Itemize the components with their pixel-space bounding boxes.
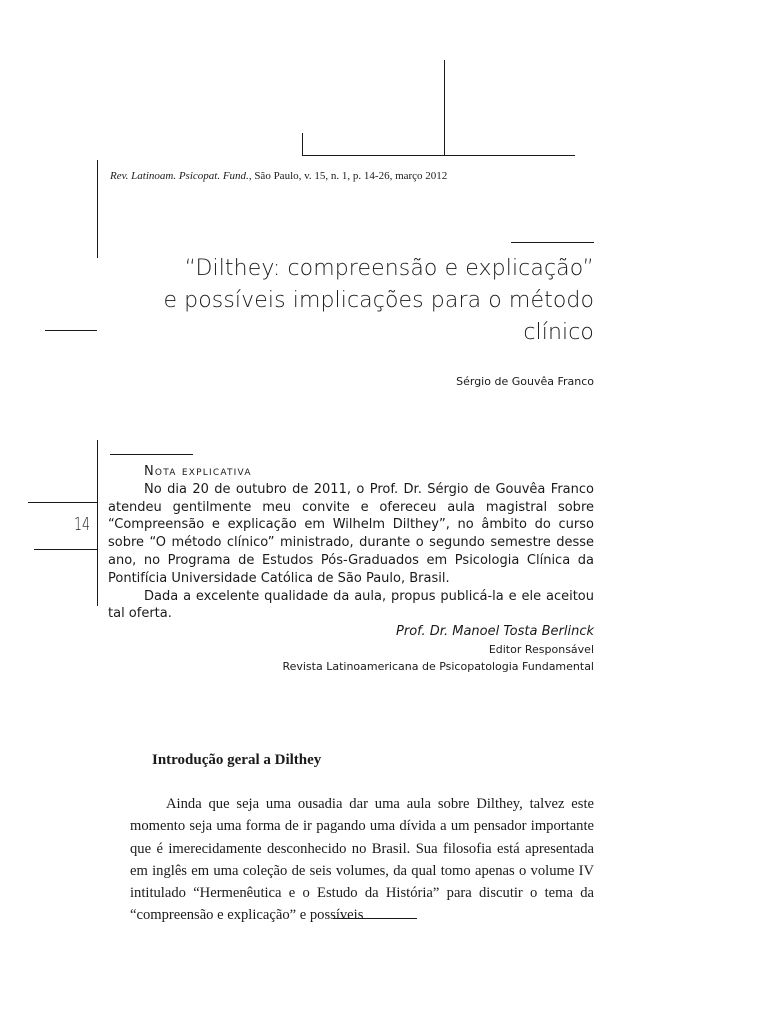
- article-author: Sérgio de Gouvêa Franco: [456, 375, 594, 388]
- note-signature-organization: Revista Latinoamericana de Psicopatologia Fundamental: [282, 659, 594, 673]
- top-left-tick: [302, 133, 303, 156]
- note-paragraph-1: No dia 20 de outubro de 2011, o Prof. Dr. Sérgio de Gouvêa Franco atendeu gentilmente meu convite e ofereceu aula magistral sobre “Compreensão e explicação em Wilhelm Dilthey”, no âmbito do curso sobre “O método clínico” ministrado, durante o segundo semestre desse ano, no Programa de Estudos Pós-Graduados em Psicologia Clínica da Pontifícia Universidade Católica de São Paulo, Brasil.: [108, 481, 594, 586]
- page-number-bottom-rule: [34, 549, 97, 550]
- journal-reference: [110, 170, 447, 182]
- title-top-rule: [511, 242, 594, 243]
- left-margin-rule: [45, 330, 97, 331]
- title-line-1: “Dilthey: compreensão e explicação”: [184, 256, 594, 281]
- body-paragraph: Ainda que seja uma ousadia dar uma aula sobre Dilthey, talvez este momento seja uma forma de ir pagando uma dívida a um pensador importante que é imerecidamente desconhecido no Brasil. Sua filosofia está apresentada em inglês em uma coleção de seis volumes, da qual tomo apenas o volume IV intitulado “Hermenêutica e o Estudo da História” para discutir o tema da “compreensão e explicação” e possíveis: [130, 796, 594, 924]
- note-signature: Prof. Dr. Manoel Tosta Berlinck: [396, 624, 594, 640]
- page-number: 14: [74, 514, 91, 535]
- journal-citation: , São Paulo, v. 15, n. 1, p. 14-26, março 2012: [248, 170, 448, 182]
- note-paragraph-2: Dada a excelente qualidade da aula, propus publicá-la e ele aceitou tal oferta.: [108, 588, 594, 622]
- top-vertical-rule: [444, 60, 445, 156]
- page-number-top-rule: [28, 502, 97, 503]
- journal-abbreviation: Rev. Latinoam. Psicopat. Fund.: [110, 170, 249, 182]
- note-heading: Nota explicativa: [144, 464, 252, 479]
- note-signature-role: Editor Responsável: [488, 642, 594, 656]
- title-line-2: e possíveis implicações para o método clínico: [163, 288, 594, 345]
- explanatory-note: [108, 463, 594, 675]
- section-heading: Introdução geral a Dilthey: [152, 752, 322, 768]
- article-title: [108, 253, 594, 349]
- body-text: [130, 793, 594, 927]
- left-vertical-rule-upper: [97, 160, 98, 258]
- top-horizontal-rule: [302, 155, 575, 156]
- left-vertical-rule-lower: [97, 440, 98, 606]
- note-top-rule: [110, 454, 193, 455]
